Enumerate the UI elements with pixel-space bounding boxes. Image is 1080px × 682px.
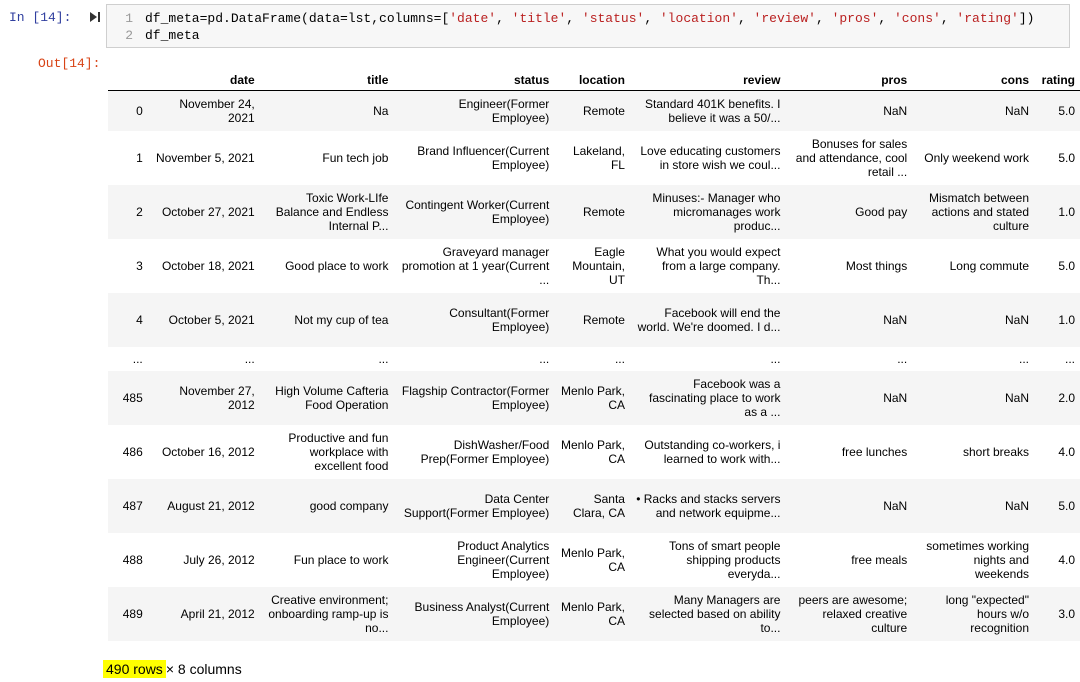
row-index: 1 [136,150,143,165]
table-row [108,425,1080,479]
table-row [108,239,1080,293]
table-row [108,371,1080,425]
table-cell-rating: 3.0 [1058,606,1075,621]
table-cell-rating: 1.0 [1058,312,1075,327]
row-index: ... [132,351,143,366]
code-string: 'review' [753,11,816,26]
table-cell-pros: Good pay [855,204,908,219]
code-cell[interactable] [106,4,1070,48]
row-index: 488 [122,552,143,567]
table-cell-rating: 1.0 [1058,204,1075,219]
code-string: 'pros' [831,11,879,26]
row-index: 0 [136,103,143,118]
table-cell-rating: 5.0 [1058,498,1075,513]
code-string: 'location' [659,11,738,26]
table-cell-title: Na [373,103,389,118]
table-row [108,293,1080,347]
table-cell-pros: NaN [883,103,908,118]
code-string: 'status' [581,11,645,26]
table-cell-review: Many Managers are selected based on ability to... [649,592,781,635]
table-cell-cons: sometimes working nights and weekends [926,538,1029,581]
table-cell-location: Lakeland, FL [572,143,625,172]
column-header: review [630,70,785,91]
code-text: df_meta=pd.DataFrame(data=lst,columns=[ [145,11,450,26]
table-cell-review: Outstanding co-workers, i learned to work with... [644,437,781,466]
row-index: 485 [122,390,143,405]
table-cell-location: Menlo Park, CA [560,545,625,574]
table-cell-rating: 5.0 [1058,258,1075,273]
code-string: 'date' [449,11,497,26]
table-cell-cons: NaN [1004,312,1029,327]
table-cell-cons: NaN [1004,390,1029,405]
row-index: 486 [122,444,143,459]
table-cell-location: Remote [582,204,625,219]
column-header: cons [912,70,1034,91]
dataframe-table [108,70,1080,641]
table-cell-date: October 27, 2021 [161,204,255,219]
table-cell-cons: ... [1018,351,1029,366]
table-cell-title: ... [378,351,389,366]
table-cell-date: August 21, 2012 [167,498,255,513]
column-header: location [554,70,630,91]
table-cell-review: Facebook was a fascinating place to work as a ... [649,376,781,419]
code-text: ]) [1018,11,1035,26]
table-cell-review: Tons of smart people shipping products everyda... [669,538,781,581]
column-header: status [393,70,554,91]
column-header [108,70,148,91]
table-cell-date: October 18, 2021 [161,258,255,273]
table-cell-pros: NaN [883,312,908,327]
table-cell-review: What you would expect from a large company. Th... [656,244,781,287]
table-cell-cons: NaN [1004,103,1029,118]
table-cell-location: Eagle Mountain, UT [572,244,625,287]
table-cell-rating: 5.0 [1058,150,1075,165]
table-header-row [108,70,1080,91]
table-cell-status: Consultant(Former Employee) [449,305,550,334]
table-row [108,479,1080,533]
code-text: df_meta [145,28,200,43]
table-cell-status: Contingent Worker(Current Employee) [405,197,550,226]
row-index: 4 [136,312,143,327]
line-number: 2 [125,28,133,43]
row-index: 3 [136,258,143,273]
table-cell-status: DishWasher/Food Prep(Former Employee) [420,437,550,466]
table-cell-status: Engineer(Former Employee) [458,96,550,125]
table-cell-cons: Only weekend work [924,150,1029,165]
table-cell-rating: 4.0 [1058,444,1075,459]
input-prompt: In [14]: [9,10,72,25]
table-cell-title: High Volume Cafteria Food Operation [275,383,389,412]
table-row [108,131,1080,185]
table-row [108,533,1080,587]
table-cell-date: April 21, 2012 [180,606,255,621]
table-cell-pros: free meals [851,552,908,567]
table-cell-title: Productive and fun workplace with excellent food [288,430,389,473]
table-cell-pros: NaN [883,390,908,405]
table-cell-title: Toxic Work-LIfe Balance and Endless Internal P... [275,190,389,233]
table-cell-status: Graveyard manager promotion at 1 year(Current ... [401,244,550,287]
table-cell-pros: Most things [845,258,908,273]
table-cell-date: November 5, 2021 [155,150,255,165]
row-index: 2 [136,204,143,219]
column-header: title [260,70,394,91]
table-cell-location: Menlo Park, CA [560,383,625,412]
table-cell-review: ... [770,351,781,366]
table-row [108,185,1080,239]
table-cell-status: Flagship Contractor(Former Employee) [401,383,550,412]
table-cell-title: good company [309,498,389,513]
table-cell-title: Good place to work [285,258,389,273]
table-cell-date: ... [244,351,255,366]
table-cell-title: Creative environment; onboarding ramp-up is no... [268,592,389,635]
line-number: 1 [125,11,133,26]
table-cell-status: ... [539,351,550,366]
table-cell-cons: Long commute [949,258,1029,273]
table-cell-date: July 26, 2012 [183,552,255,567]
table-cell-cons: NaN [1004,498,1029,513]
table-cell-cons: Mismatch between actions and stated culture [928,190,1029,233]
shape-separator: × [165,661,174,677]
table-cell-cons: short breaks [962,444,1029,459]
row-index: 489 [122,606,143,621]
table-cell-pros: peers are awesome; relaxed creative culture [798,592,908,635]
code-string: 'title' [511,11,567,26]
table-body [108,91,1080,641]
table-cell-date: November 24, 2021 [179,96,255,125]
table-row [108,91,1080,131]
table-cell-status: Business Analyst(Current Employee) [414,599,550,628]
table-cell-status: Brand Influencer(Current Employee) [417,143,550,172]
table-cell-pros: NaN [883,498,908,513]
table-cell-status: Data Center Support(Former Employee) [403,491,550,520]
table-cell-rating: ... [1064,351,1075,366]
table-cell-review: Minuses:- Manager who micromanages work produc... [652,190,781,233]
table-cell-rating: 5.0 [1058,103,1075,118]
table-cell-location: Menlo Park, CA [560,599,625,628]
table-cell-cons: long "expected" hours w/o recognition [945,592,1029,635]
table-cell-status: Product Analytics Engineer(Current Employee) [457,538,550,581]
table-cell-location: Remote [582,103,625,118]
table-cell-review: Facebook will end the world. We're doomed. I d... [637,305,781,334]
run-cell-icon[interactable] [89,11,101,23]
table-cell-title: Fun tech job [322,150,389,165]
column-header: rating [1034,70,1080,91]
table-cell-location: Menlo Park, CA [560,437,625,466]
column-count: 8 columns [177,661,242,677]
table-row [108,587,1080,641]
table-row [108,347,1080,371]
code-line-2 [107,28,200,45]
row-index: 487 [122,498,143,513]
table-cell-pros: Bonuses for sales and attendance, cool retail ... [795,136,908,179]
column-header: pros [785,70,912,91]
table-cell-pros: free lunches [841,444,908,459]
table-cell-location: Remote [582,312,625,327]
table-cell-review: • Racks and stacks servers and network equipme... [636,491,781,520]
column-header: date [148,70,260,91]
table-cell-rating: 2.0 [1058,390,1075,405]
table-cell-review: Love educating customers in store wish we coul... [640,143,781,172]
table-cell-location: Santa Clara, CA [572,491,625,520]
table-cell-title: Fun place to work [293,552,389,567]
table-cell-review: Standard 401K benefits. I believe it was a 50/... [645,96,781,125]
code-string: 'cons' [894,11,941,26]
dataframe-shape [103,661,242,677]
table-cell-pros: ... [897,351,908,366]
table-cell-title: Not my cup of tea [294,312,389,327]
output-prompt: Out[14]: [38,56,101,71]
table-cell-date: October 5, 2021 [168,312,255,327]
table-cell-date: October 16, 2012 [161,444,255,459]
code-string: 'rating' [956,11,1019,26]
code-line-1: 1 df_meta=pd.DataFrame(data=lst,columns=['date', 'title', 'status', 'location', 'review', 'pros', 'cons', 'rating']) [107,11,1034,28]
table-cell-rating: 4.0 [1058,552,1075,567]
table-cell-date: November 27, 2012 [179,383,255,412]
table-cell-location: ... [614,351,625,366]
row-count: 490 rows [103,660,166,678]
